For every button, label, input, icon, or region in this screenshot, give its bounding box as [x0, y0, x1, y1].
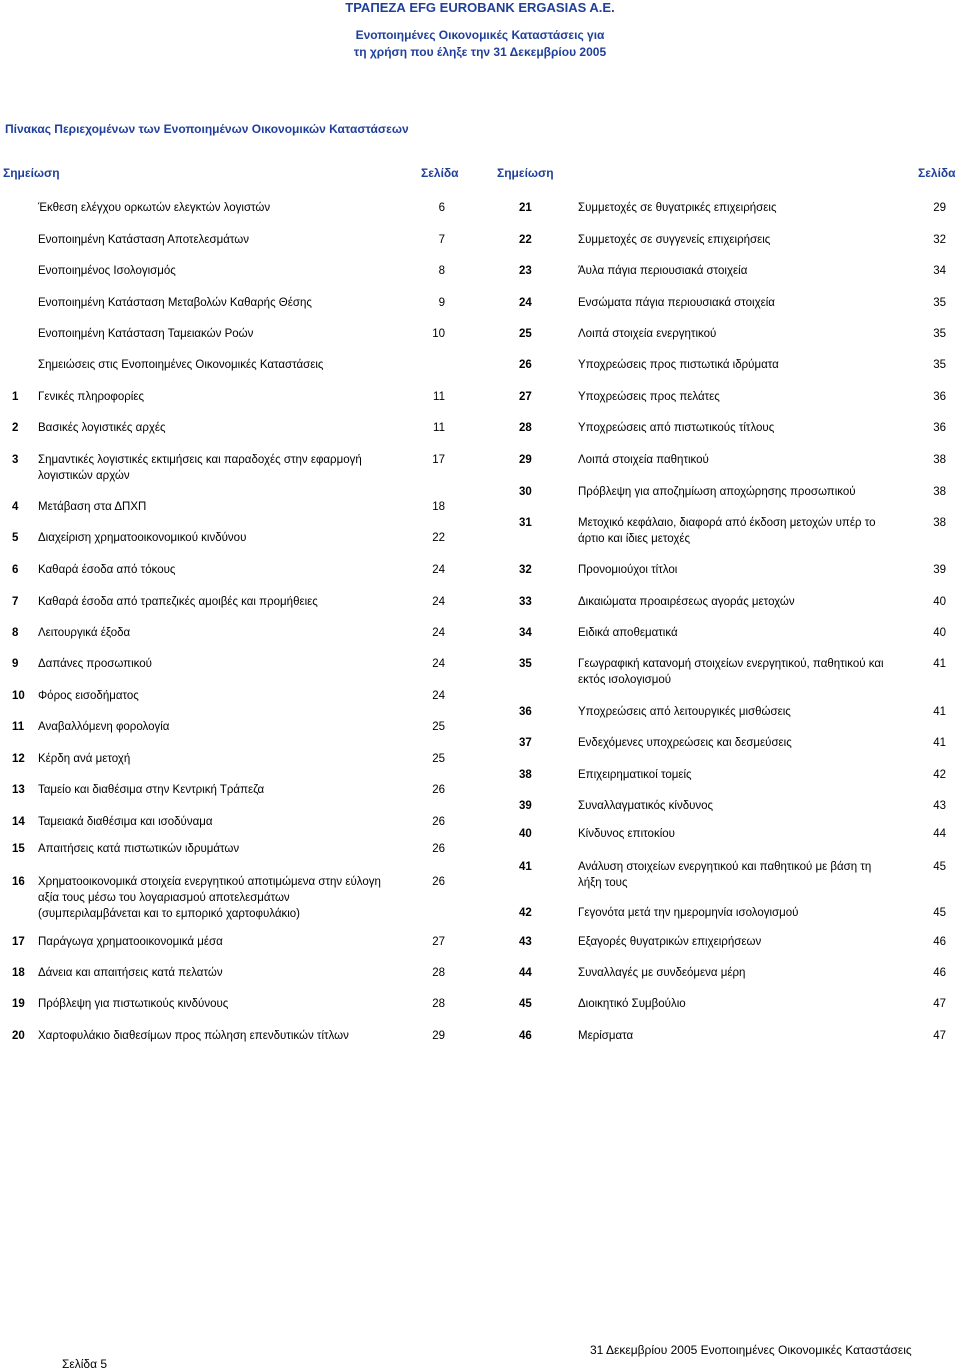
note-number: 34 [519, 627, 532, 639]
note-title: Λοιπά στοιχεία ενεργητικού [578, 328, 717, 340]
note-number: 40 [519, 828, 532, 840]
page-number: 35 [933, 328, 946, 340]
note-title: Άυλα πάγια περιουσιακά στοιχεία [578, 265, 748, 277]
note-number: 16 [12, 876, 25, 888]
note-number: 3 [12, 454, 19, 466]
note-title: Υποχρεώσεις από λειτουργικές μισθώσεις [578, 706, 791, 718]
page-number: 24 [432, 596, 445, 608]
note-number: 14 [12, 816, 25, 828]
page-number: 9 [438, 297, 445, 309]
page-number: 46 [933, 936, 946, 948]
page-number: 43 [933, 800, 946, 812]
note-title: Βασικές λογιστικές αρχές [38, 422, 166, 434]
note-number: 2 [12, 422, 19, 434]
note-number: 9 [12, 658, 19, 670]
note-number: 25 [519, 328, 532, 340]
note-title: Παράγωγα χρηματοοικονομικά μέσα [38, 936, 223, 948]
note-title: Διαχείριση χρηματοοικονομικού κινδύνου [38, 532, 247, 544]
page-number: 38 [933, 454, 946, 466]
note-number: 41 [519, 861, 532, 873]
note-number: 13 [12, 784, 25, 796]
page-number: 17 [432, 454, 445, 466]
note-number: 38 [519, 769, 532, 781]
page-number: 34 [933, 265, 946, 277]
footer-document-title: 31 Δεκεμβρίου 2005 Ενοποιημένες Οικονομικές Καταστάσεις [590, 1343, 912, 1357]
note-title: Μετάβαση στα ΔΠΧΠ [38, 501, 147, 513]
page-number: 45 [933, 907, 946, 919]
note-title: Γεγονότα μετά την ημερομηνία ισολογισμού [578, 907, 799, 919]
page-number: 11 [433, 422, 445, 434]
page-number: 28 [432, 967, 445, 979]
note-number: 44 [519, 967, 532, 979]
note-title: Χαρτοφυλάκιο διαθεσίμων προς πώληση επενδυτικών τίτλων [38, 1030, 349, 1042]
page-number: 27 [432, 936, 445, 948]
page-number: 41 [933, 706, 946, 718]
note-number: 46 [519, 1030, 532, 1042]
page-number: 35 [933, 359, 946, 371]
note-number: 5 [12, 532, 19, 544]
page-number: 41 [933, 737, 946, 749]
note-title: Συναλλαγές με συνδεόμενα μέρη [578, 967, 746, 979]
page-number: 29 [933, 202, 946, 214]
note-number: 29 [519, 454, 532, 466]
note-title: Κίνδυνος επιτοκίου [578, 828, 675, 840]
toc-title: Πίνακας Περιεχομένων των Ενοποιημένων Οικονομικών Καταστάσεων [5, 122, 409, 136]
note-number: 23 [519, 265, 532, 277]
page-number: 22 [432, 532, 445, 544]
page-number: 36 [933, 391, 946, 403]
page-number: 36 [933, 422, 946, 434]
note-number: 12 [12, 753, 25, 765]
report-period: τη χρήση που έληξε την 31 Δεκεμβρίου 2005 [353, 45, 607, 59]
page-number: 25 [432, 753, 445, 765]
note-number: 17 [12, 936, 25, 948]
page-number: 11 [433, 391, 445, 403]
page-number: 24 [432, 564, 445, 576]
note-number: 22 [519, 234, 532, 246]
note-title: Ενοποιημένη Κατάσταση Ταμειακών Ροών [38, 328, 254, 340]
page-number: 35 [933, 297, 946, 309]
note-title: Δικαιώματα προαιρέσεως αγοράς μετοχών [578, 596, 795, 608]
page-number: 47 [933, 1030, 946, 1042]
page-number: 18 [432, 501, 445, 513]
note-number: 30 [519, 486, 532, 498]
note-number: 15 [12, 843, 25, 855]
note-number: 42 [519, 907, 532, 919]
note-number: 32 [519, 564, 532, 576]
note-title: Επιχειρηματικοί τομείς [578, 769, 692, 781]
page-number: 32 [933, 234, 946, 246]
note-title: Σημειώσεις στις Ενοποιημένες Οικονομικές Καταστάσεις [38, 359, 324, 371]
note-title: Ειδικά αποθεματικά [578, 627, 678, 639]
note-title: Απαιτήσεις κατά πιστωτικών ιδρυμάτων [38, 843, 240, 855]
note-number: 4 [12, 501, 19, 513]
note-header-left: Σημείωση [3, 166, 60, 180]
page-number: 28 [432, 998, 445, 1010]
note-title: Δαπάνες προσωπικού [38, 658, 152, 670]
page-number: 38 [933, 486, 946, 498]
page-number: 26 [432, 843, 445, 855]
page-number: 8 [438, 265, 445, 277]
page-number: 46 [933, 967, 946, 979]
company-name: ΤΡΑΠΕΖΑ EFG EUROBANK ERGASIAS A.E. [345, 0, 615, 15]
note-title: Υποχρεώσεις προς πελάτες [578, 391, 720, 403]
note-title: Δάνεια και απαιτήσεις κατά πελατών [38, 967, 223, 979]
note-title: Ενοποιημένος Ισολογισμός [38, 265, 176, 277]
note-number: 1 [12, 391, 19, 403]
page-number: 26 [432, 784, 445, 796]
page-number: 24 [432, 658, 445, 670]
note-number: 24 [519, 297, 532, 309]
note-number: 43 [519, 936, 532, 948]
note-title: Φόρος εισοδήματος [38, 690, 139, 702]
note-number: 8 [12, 627, 19, 639]
page-header-right: Σελίδα [918, 166, 956, 180]
note-number: 18 [12, 967, 25, 979]
page-number: 40 [933, 596, 946, 608]
note-title: Ενοποιημένη Κατάσταση Μεταβολών Καθαρής Θέσης [38, 297, 312, 309]
report-title: Ενοποιημένες Οικονομικές Καταστάσεις για [355, 28, 605, 42]
note-number: 6 [12, 564, 19, 576]
note-number: 33 [519, 596, 532, 608]
note-title: Καθαρά έσοδα από τραπεζικές αμοιβές και προμήθειες [38, 596, 318, 608]
note-title: Ενδεχόμενες υποχρεώσεις και δεσμεύσεις [578, 737, 792, 749]
note-title: Συναλλαγματικός κίνδυνος [578, 800, 714, 812]
note-number: 7 [12, 596, 19, 608]
page-number: 45 [933, 861, 946, 873]
note-number: 39 [519, 800, 532, 812]
note-title: Ανάλυση στοιχείων ενεργητικού και παθητικού με βάση τη λήξη τους [578, 861, 872, 889]
note-title: Καθαρά έσοδα από τόκους [38, 564, 176, 576]
page-number: 25 [432, 721, 445, 733]
note-title: Γενικές πληροφορίες [38, 391, 145, 403]
note-title: Λοιπά στοιχεία παθητικού [578, 454, 709, 466]
note-header-right: Σημείωση [497, 166, 554, 180]
note-title: Πρόβλεψη για πιστωτικούς κινδύνους [38, 998, 229, 1010]
page-number: 41 [933, 658, 946, 670]
page-number: 42 [933, 769, 946, 781]
note-number: 26 [519, 359, 532, 371]
note-title: Γεωγραφική κατανομή στοιχείων ενεργητικού, παθητικού και εκτός ισολογισμού [578, 658, 884, 686]
page-number: 29 [432, 1030, 445, 1042]
note-title: Διοικητικό Συμβούλιο [578, 998, 686, 1010]
note-title: Ταμείο και διαθέσιμα στην Κεντρική Τράπεζα [38, 784, 265, 796]
page-header-left: Σελίδα [421, 166, 459, 180]
note-title: Μερίσματα [578, 1030, 634, 1042]
note-number: 31 [519, 517, 532, 529]
note-number: 28 [519, 422, 532, 434]
note-title: Λειτουργικά έξοδα [38, 627, 131, 639]
page-number: 24 [432, 627, 445, 639]
note-title: Μετοχικό κεφάλαιο, διαφορά από έκδοση μετοχών υπέρ το άρτιο και ίδιες μετοχές [578, 517, 876, 545]
page-number: 39 [933, 564, 946, 576]
page-number: 47 [933, 998, 946, 1010]
note-title: Χρηματοοικονομικά στοιχεία ενεργητικού αποτιμώμενα στην εύλογη αξία τους μέσω του λογαριασμού αποτελεσμάτων (συμπεριλαμβάνεται και το εμπορικό χαρτοφυλάκιο) [38, 876, 381, 920]
note-title: Ενοποιημένη Κατάσταση Αποτελεσμάτων [38, 234, 249, 246]
note-title: Έκθεση ελέγχου ορκωτών ελεγκτών λογιστών [38, 202, 271, 214]
note-title: Ενσώματα πάγια περιουσιακά στοιχεία [578, 297, 775, 309]
note-title: Ταμειακά διαθέσιμα και ισοδύναμα [38, 816, 213, 828]
note-number: 36 [519, 706, 532, 718]
page-number: 24 [432, 690, 445, 702]
page-number: 7 [438, 234, 445, 246]
note-number: 37 [519, 737, 532, 749]
note-number: 19 [12, 998, 25, 1010]
note-number: 21 [519, 202, 532, 214]
note-title: Υποχρεώσεις από πιστωτικούς τίτλους [578, 422, 775, 434]
note-number: 45 [519, 998, 532, 1010]
note-title: Συμμετοχές σε συγγενείς επιχειρήσεις [578, 234, 771, 246]
note-title: Συμμετοχές σε θυγατρικές επιχειρήσεις [578, 202, 777, 214]
page-number: 40 [933, 627, 946, 639]
page-number: 38 [933, 517, 946, 529]
page-number: 10 [432, 328, 445, 340]
note-title: Κέρδη ανά μετοχή [38, 753, 131, 765]
note-title: Σημαντικές λογιστικές εκτιμήσεις και παραδοχές στην εφαρμογή λογιστικών αρχών [38, 454, 362, 482]
page-number: 6 [438, 202, 445, 214]
note-number: 20 [12, 1030, 25, 1042]
note-title: Προνομιούχοι τίτλοι [578, 564, 678, 576]
note-number: 35 [519, 658, 532, 670]
note-number: 27 [519, 391, 532, 403]
note-title: Υποχρεώσεις προς πιστωτικά ιδρύματα [578, 359, 779, 371]
page-number: 44 [933, 828, 946, 840]
note-number: 11 [12, 721, 25, 733]
page-number: 26 [432, 816, 445, 828]
note-title: Πρόβλεψη για αποζημίωση αποχώρησης προσωπικού [578, 486, 856, 498]
note-title: Αναβαλλόμενη φορολογία [38, 721, 170, 733]
note-title: Εξαγορές θυγατρικών επιχειρήσεων [578, 936, 762, 948]
footer-page-number: Σελίδα 5 [62, 1357, 108, 1371]
page-number: 26 [432, 876, 445, 888]
note-number: 10 [12, 690, 25, 702]
